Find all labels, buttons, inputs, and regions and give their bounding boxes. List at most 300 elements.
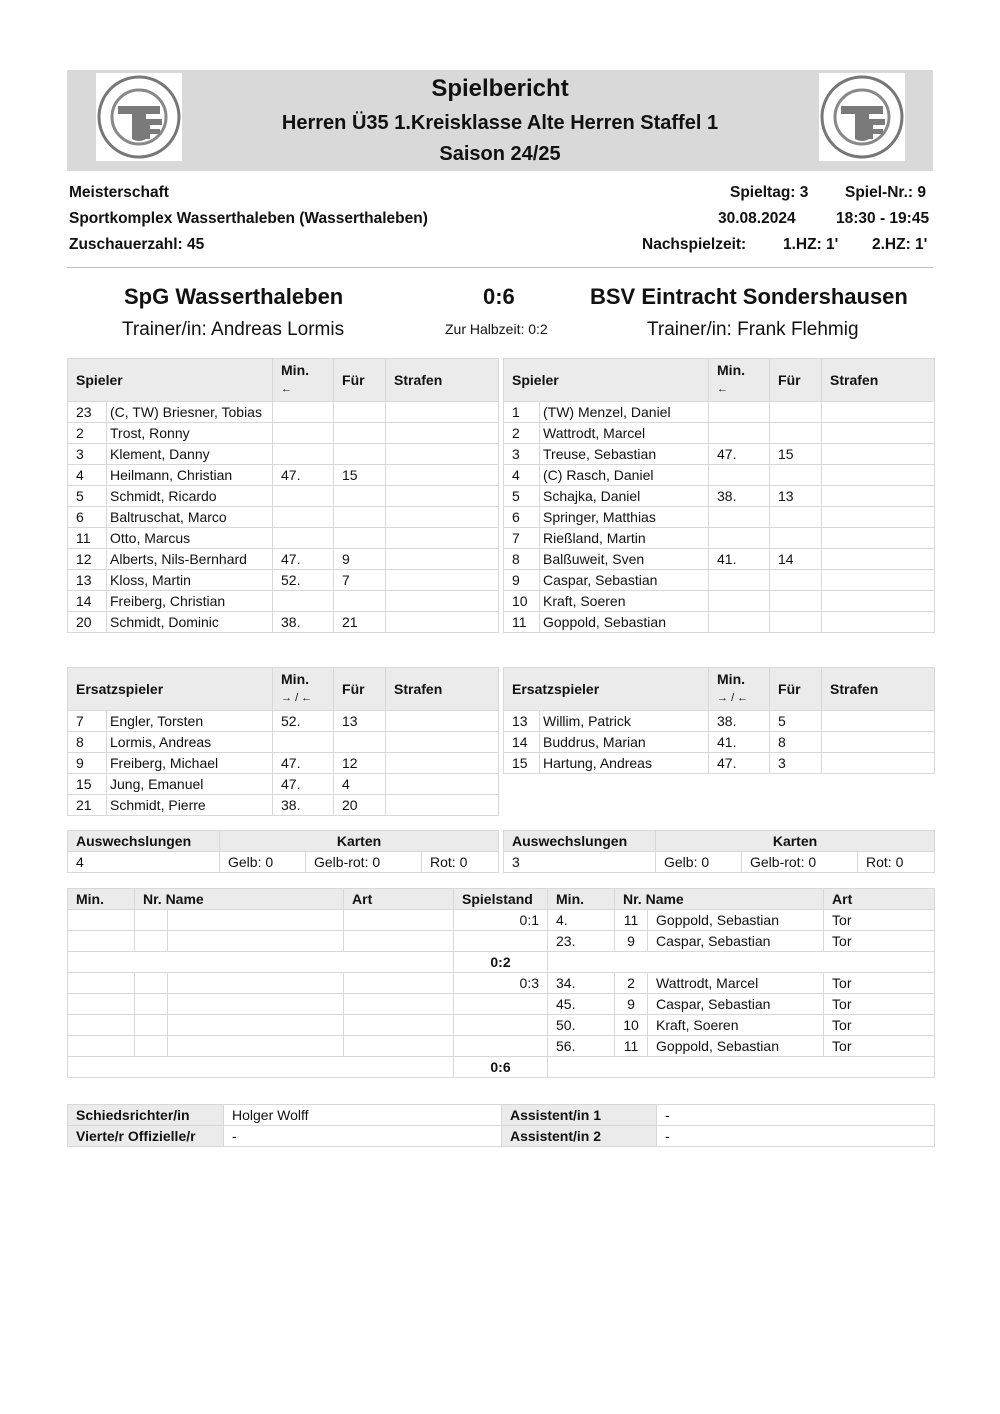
player-number: 6 [68,507,107,528]
for-header: Für [770,359,822,402]
player-minute [273,732,334,753]
player-penalties [386,732,499,753]
player-number: 15 [504,753,540,774]
player-row [68,753,499,774]
player-number: 3 [68,444,107,465]
player-row [504,444,935,465]
cards-header: Karten [220,831,499,852]
score-summary: 0:2 [454,952,548,973]
min-header: Min. ← [709,359,770,402]
player-minute: 47. [273,753,334,774]
player-penalties [822,402,935,423]
matchday: Spieltag: 3 [730,184,809,201]
away-event-number: 10 [615,1015,648,1036]
away-event-minute: 56. [548,1036,615,1057]
player-for: 12 [334,753,386,774]
player-minute [273,528,334,549]
event-scoreline: 0:1 [454,910,548,931]
player-row [68,528,499,549]
fourth-official-label: Vierte/r Offizielle/r [68,1126,224,1147]
player-penalties [822,732,935,753]
player-for: 8 [770,732,822,753]
player-penalties [822,507,935,528]
home-red: Rot: 0 [422,852,499,873]
for-header: Für [770,668,822,711]
player-for [770,591,822,612]
away-event-type: Tor [824,973,935,994]
home-event-minute [68,1036,135,1057]
player-minute [709,465,770,486]
player-number: 5 [504,486,540,507]
substitutions-header: Auswechslungen [504,831,656,852]
player-number: 1 [504,402,540,423]
player-row [504,528,935,549]
player-number: 5 [68,486,107,507]
empty-cell [68,1057,454,1078]
player-row [68,465,499,486]
player-number: 23 [68,402,107,423]
player-for [770,423,822,444]
player-row [504,711,935,732]
player-number: 6 [504,507,540,528]
player-number: 10 [504,591,540,612]
player-number: 8 [68,732,107,753]
away-event-number: 11 [615,1036,648,1057]
player-minute [273,444,334,465]
player-name: (C, TW) Briesner, Tobias [107,402,273,423]
player-name: Baltruschat, Marco [107,507,273,528]
penalties-header: Strafen [386,359,499,402]
event-scoreline [454,994,548,1015]
away-event-minute: 4. [548,910,615,931]
player-name: Wattrodt, Marcel [540,423,709,444]
home-yellow: Gelb: 0 [220,852,306,873]
home-event-name [168,1036,344,1057]
player-for: 4 [334,774,386,795]
player-minute: 47. [273,549,334,570]
away-lineup-table [503,358,935,633]
player-name: Freiberg, Michael [107,753,273,774]
away-event-name: Wattrodt, Marcel [648,973,824,994]
player-for [770,570,822,591]
home-event-type [344,1036,454,1057]
away-event-type: Tor [824,994,935,1015]
player-for [334,528,386,549]
home-event-minute [68,910,135,931]
player-name: Treuse, Sebastian [540,444,709,465]
empty-cell [548,952,935,973]
home-event-type [344,910,454,931]
player-minute [709,612,770,633]
player-name: Engler, Torsten [107,711,273,732]
player-name: Buddrus, Marian [540,732,709,753]
home-event-minute [68,931,135,952]
player-minute: 38. [273,795,334,816]
away-red: Rot: 0 [858,852,935,873]
player-row [504,753,935,774]
player-penalties [386,507,499,528]
away-event-minute: 50. [548,1015,615,1036]
goal-row [68,910,935,931]
player-for: 15 [334,465,386,486]
home-event-minute [68,973,135,994]
player-for [334,423,386,444]
away-event-minute: 34. [548,973,615,994]
player-penalties [822,753,935,774]
home-type-header: Art [344,889,454,910]
player-number: 7 [68,711,107,732]
player-minute: 47. [273,465,334,486]
player-number: 20 [68,612,107,633]
player-name: Kraft, Soeren [540,591,709,612]
player-number: 2 [68,423,107,444]
player-penalties [822,570,935,591]
player-penalties [386,423,499,444]
player-number: 11 [504,612,540,633]
assistant1-name: - [657,1105,935,1126]
player-minute [709,528,770,549]
player-penalties [386,528,499,549]
goal-row [68,931,935,952]
away-event-name: Goppold, Sebastian [648,1036,824,1057]
player-minute [273,486,334,507]
home-summary-table [67,830,499,873]
player-for [334,402,386,423]
away-event-type: Tor [824,1036,935,1057]
player-for: 13 [770,486,822,507]
player-row [504,570,935,591]
home-event-number [135,994,168,1015]
player-minute: 47. [709,444,770,465]
penalties-header: Strafen [822,668,935,711]
player-row [504,549,935,570]
player-for: 5 [770,711,822,732]
score-summary-row [68,952,935,973]
player-minute [273,423,334,444]
player-number: 9 [504,570,540,591]
home-event-name [168,973,344,994]
away-event-number: 9 [615,994,648,1015]
away-summary-table [503,830,935,873]
halftime-score: Zur Halbzeit: 0:2 [445,321,548,337]
away-event-type: Tor [824,910,935,931]
player-for [334,732,386,753]
home-event-type [344,994,454,1015]
event-scoreline [454,1036,548,1057]
player-penalties [386,591,499,612]
home-nr-name-header: Nr. Name [135,889,344,910]
away-event-name: Goppold, Sebastian [648,910,824,931]
player-for [770,528,822,549]
player-name: (TW) Menzel, Daniel [540,402,709,423]
player-penalties [386,549,499,570]
player-minute [709,507,770,528]
player-name: Schmidt, Dominic [107,612,273,633]
home-coach: Trainer/in: Andreas Lormis [122,319,345,340]
away-event-name: Caspar, Sebastian [648,931,824,952]
player-row [68,570,499,591]
goal-row [68,994,935,1015]
home-event-minute [68,994,135,1015]
player-minute [273,507,334,528]
player-name: Willim, Patrick [540,711,709,732]
player-name: Jung, Emanuel [107,774,273,795]
referee-name: Holger Wolff [224,1105,502,1126]
player-name: Springer, Matthias [540,507,709,528]
home-event-number [135,910,168,931]
player-name: Schmidt, Pierre [107,795,273,816]
home-event-name [168,931,344,952]
home-lineup-table [67,358,499,633]
player-number: 2 [504,423,540,444]
player-for: 9 [334,549,386,570]
player-for: 13 [334,711,386,732]
final-score: 0:6 [483,284,515,309]
tfv-logo-right-icon [819,73,905,161]
report-title: Spielbericht [431,75,569,102]
player-for: 3 [770,753,822,774]
min-header: Min. ← [273,359,334,402]
player-for: 21 [334,612,386,633]
player-name: Caspar, Sebastian [540,570,709,591]
player-number: 4 [504,465,540,486]
player-row [68,486,499,507]
player-penalties [822,549,935,570]
player-number: 13 [504,711,540,732]
player-name: Balßuweit, Sven [540,549,709,570]
player-penalties [822,423,935,444]
player-name: (C) Rasch, Daniel [540,465,709,486]
player-row [68,549,499,570]
home-event-name [168,1015,344,1036]
home-yellowred: Gelb-rot: 0 [306,852,422,873]
player-number: 14 [68,591,107,612]
assistant2-name: - [657,1126,935,1147]
player-name: Heilmann, Christian [107,465,273,486]
match-time: 18:30 - 19:45 [836,210,930,227]
player-row [68,591,499,612]
report-header [67,70,933,171]
player-minute [709,570,770,591]
away-team: BSV Eintracht Sondershausen [590,284,908,309]
player-number: 11 [68,528,107,549]
player-row [68,732,499,753]
player-penalties [386,444,499,465]
player-row [504,507,935,528]
away-event-minute: 23. [548,931,615,952]
player-penalties [822,444,935,465]
player-row [504,465,935,486]
player-penalties [386,465,499,486]
player-for [334,486,386,507]
player-for [770,402,822,423]
subs-header: Ersatzspieler [68,668,273,711]
extra-time-second-half: 2.HZ: 1' [872,236,928,253]
player-for [770,612,822,633]
player-name: Schajka, Daniel [540,486,709,507]
player-penalties [822,591,935,612]
goal-row [68,1036,935,1057]
player-penalties [822,486,935,507]
home-event-type [344,973,454,994]
home-substitutions-count: 4 [68,852,220,873]
fourth-official-name: - [224,1126,502,1147]
season: Saison 24/25 [439,143,561,165]
player-penalties [386,711,499,732]
player-name: Otto, Marcus [107,528,273,549]
min-header: Min. → / ← [273,668,334,711]
match-number: Spiel-Nr.: 9 [845,184,926,201]
player-minute: 52. [273,570,334,591]
events-table [67,888,935,1078]
home-event-number [135,1036,168,1057]
player-number: 15 [68,774,107,795]
home-event-name [168,994,344,1015]
subs-header: Ersatzspieler [504,668,709,711]
player-row [68,402,499,423]
league-name: Herren Ü35 1.Kreisklasse Alte Herren Staffel 1 [281,112,719,134]
player-minute: 38. [709,486,770,507]
player-name: Klement, Danny [107,444,273,465]
player-penalties [386,753,499,774]
home-event-number [135,931,168,952]
home-event-minute [68,1015,135,1036]
referee-label: Schiedsrichter/in [68,1105,224,1126]
player-minute [709,591,770,612]
player-row [504,402,935,423]
player-name: Lormis, Andreas [107,732,273,753]
player-row [68,711,499,732]
player-penalties [386,612,499,633]
player-for [334,507,386,528]
player-penalties [386,402,499,423]
away-event-type: Tor [824,1015,935,1036]
away-substitutions-count: 3 [504,852,656,873]
player-minute: 38. [273,612,334,633]
players-header: Spieler [68,359,273,402]
away-yellowred: Gelb-rot: 0 [742,852,858,873]
away-yellow: Gelb: 0 [656,852,742,873]
player-row [504,486,935,507]
player-for [770,465,822,486]
event-scoreline: 0:3 [454,973,548,994]
player-number: 21 [68,795,107,816]
cards-header: Karten [656,831,935,852]
player-minute: 47. [273,774,334,795]
empty-cell [548,1057,935,1078]
player-name: Kloss, Martin [107,570,273,591]
player-minute [273,591,334,612]
min-header: Min. → / ← [709,668,770,711]
empty-cell [68,952,454,973]
player-penalties [822,465,935,486]
home-event-type [344,931,454,952]
player-row [504,423,935,444]
player-for: 15 [770,444,822,465]
player-minute [273,402,334,423]
player-for: 20 [334,795,386,816]
player-name: Rießland, Martin [540,528,709,549]
player-row [504,612,935,633]
away-type-header: Art [824,889,935,910]
player-minute: 41. [709,549,770,570]
penalties-header: Strafen [822,359,935,402]
home-team: SpG Wasserthaleben [124,284,344,309]
away-event-number: 9 [615,931,648,952]
goal-row [68,973,935,994]
player-number: 14 [504,732,540,753]
away-subs-table [503,667,935,774]
player-for: 7 [334,570,386,591]
away-event-name: Kraft, Soeren [648,1015,824,1036]
player-name: Trost, Ronny [107,423,273,444]
player-for [334,591,386,612]
player-minute [709,423,770,444]
home-subs-table [67,667,499,816]
away-event-type: Tor [824,931,935,952]
away-event-minute: 45. [548,994,615,1015]
player-number: 7 [504,528,540,549]
officials-table [67,1104,935,1147]
player-name: Freiberg, Christian [107,591,273,612]
player-penalties [386,774,499,795]
spectators: Zuschauerzahl: 45 [69,236,205,253]
match-date: 30.08.2024 [718,210,796,227]
away-nr-name-header: Nr. Name [615,889,824,910]
home-event-number [135,973,168,994]
players-header: Spieler [504,359,709,402]
player-minute: 38. [709,711,770,732]
assistant2-label: Assistent/in 2 [502,1126,657,1147]
player-name: Hartung, Andreas [540,753,709,774]
player-row [68,612,499,633]
player-number: 9 [68,753,107,774]
player-penalties [822,528,935,549]
player-name: Schmidt, Ricardo [107,486,273,507]
extra-time-first-half: 1.HZ: 1' [783,236,839,253]
player-number: 8 [504,549,540,570]
player-for: 14 [770,549,822,570]
home-min-header: Min. [68,889,135,910]
player-row [68,795,499,816]
player-number: 12 [68,549,107,570]
score-summary-row [68,1057,935,1078]
player-minute [709,402,770,423]
player-penalties [386,570,499,591]
event-scoreline [454,1015,548,1036]
player-name: Alberts, Nils-Bernhard [107,549,273,570]
away-min-header: Min. [548,889,615,910]
player-row [68,507,499,528]
venue: Sportkomplex Wasserthaleben (Wasserthaleben) [69,210,428,227]
player-minute: 52. [273,711,334,732]
divider [67,267,933,268]
away-event-number: 11 [615,910,648,931]
score-summary: 0:6 [454,1057,548,1078]
away-event-number: 2 [615,973,648,994]
home-event-number [135,1015,168,1036]
player-for [334,444,386,465]
player-name: Goppold, Sebastian [540,612,709,633]
extra-time-label: Nachspielzeit: [642,236,747,253]
player-penalties [822,711,935,732]
for-header: Für [334,359,386,402]
away-event-name: Caspar, Sebastian [648,994,824,1015]
player-number: 13 [68,570,107,591]
player-row [68,444,499,465]
player-row [68,423,499,444]
player-number: 4 [68,465,107,486]
